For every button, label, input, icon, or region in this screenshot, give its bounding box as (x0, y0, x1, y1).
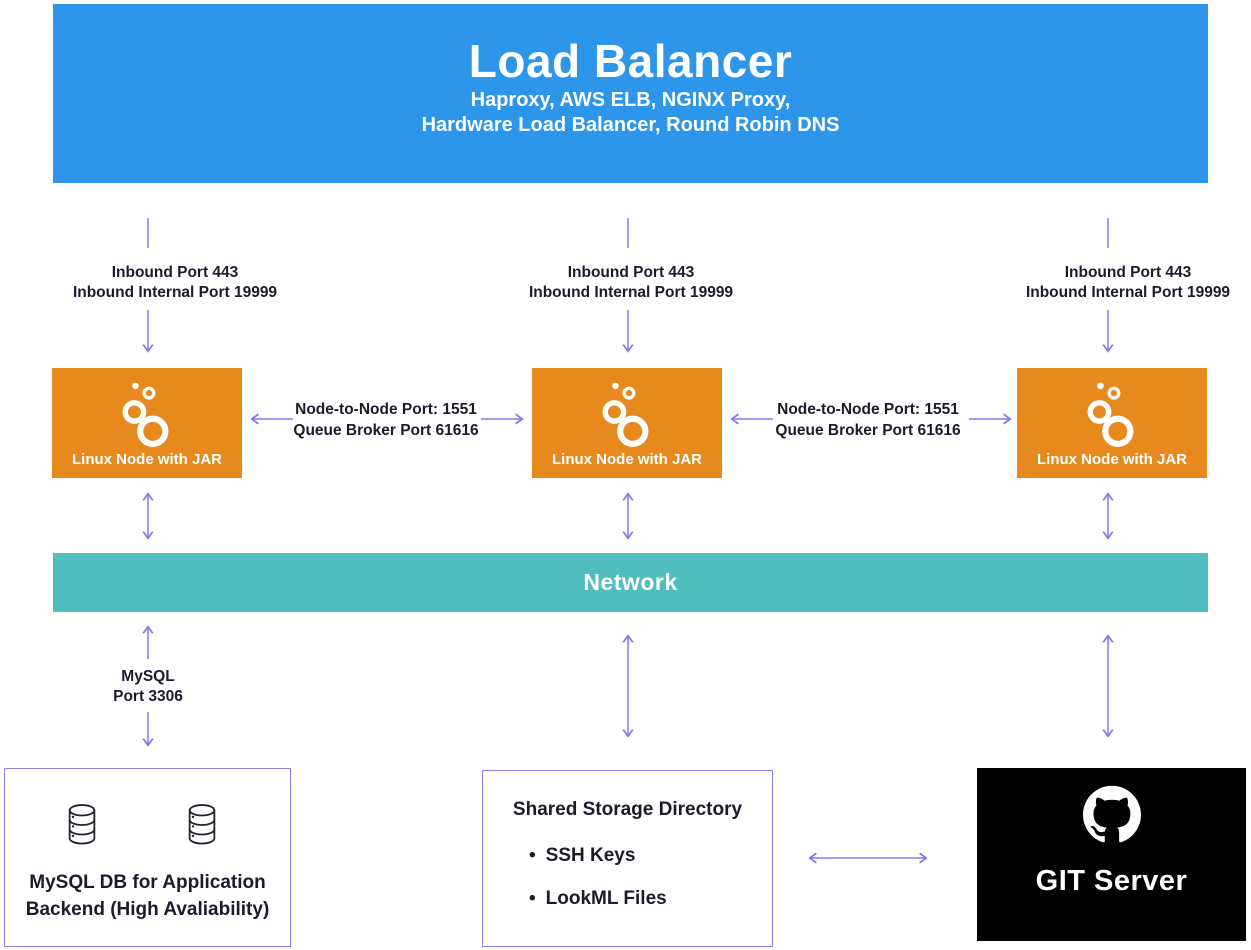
node-to-node-port: Node-to-Node Port: 1551 (777, 401, 959, 418)
looker-icon (1083, 375, 1141, 447)
mysql-port-number: Port 3306 (113, 688, 183, 705)
mysql-db-label-line1: MySQL DB for Application (29, 872, 266, 893)
mysql-db-box (4, 768, 291, 947)
shared-storage-item-lookml-files (529, 888, 667, 910)
database-icon (63, 803, 101, 847)
inbound-ports-label-2 (529, 263, 733, 303)
linux-node-label: Linux Node with JAR (72, 451, 222, 468)
load-balancer-subtitle-line2: Hardware Load Balancer, Round Robin DNS (421, 114, 840, 136)
node-link-label-2 (775, 399, 960, 441)
queue-broker-port: Queue Broker Port 61616 (293, 422, 479, 439)
node-link-label-1 (293, 399, 478, 441)
shared-storage-title: Shared Storage Directory (512, 799, 743, 820)
git-server-label: GIT Server (1035, 865, 1188, 897)
bullet-icon: • (529, 845, 536, 866)
inbound-port-443: Inbound Port 443 (567, 264, 695, 281)
linux-node-box-1 (52, 368, 242, 478)
bullet-icon: • (529, 888, 536, 909)
shared-storage-box (482, 770, 773, 947)
inbound-internal-port: Inbound Internal Port 19999 (1025, 284, 1231, 301)
inbound-internal-port: Inbound Internal Port 19999 (72, 284, 278, 301)
mysql-db-label (5, 869, 290, 923)
node-to-node-port: Node-to-Node Port: 1551 (295, 401, 477, 418)
linux-node-label: Linux Node with JAR (552, 451, 702, 468)
queue-broker-port: Queue Broker Port 61616 (775, 422, 961, 439)
linux-node-box-2 (532, 368, 722, 478)
network-bar (53, 553, 1208, 612)
mysql-label: MySQL (121, 668, 175, 685)
inbound-ports-label-1 (73, 263, 277, 303)
git-server-box (977, 768, 1246, 941)
network-label: Network (583, 569, 678, 595)
load-balancer-title: Load Balancer (468, 35, 793, 87)
github-icon (1083, 785, 1141, 843)
linux-node-label: Linux Node with JAR (1037, 451, 1187, 468)
database-icon (183, 803, 221, 847)
shared-storage-item-ssh-keys (529, 845, 635, 867)
mysql-db-label-line2: Backend (High Avaliability) (25, 899, 270, 920)
mysql-port-label (113, 667, 183, 707)
looker-icon (118, 375, 176, 447)
inbound-port-443: Inbound Port 443 (1064, 264, 1192, 281)
inbound-internal-port: Inbound Internal Port 19999 (528, 284, 734, 301)
looker-icon (598, 375, 656, 447)
load-balancer-subtitle-line1: Haproxy, AWS ELB, NGINX Proxy, (470, 89, 791, 111)
inbound-ports-label-3 (1026, 263, 1230, 303)
shared-storage-item-label: SSH Keys (545, 845, 636, 866)
load-balancer-box (53, 4, 1208, 183)
inbound-port-443: Inbound Port 443 (111, 264, 239, 281)
shared-storage-item-label: LookML Files (545, 888, 667, 909)
linux-node-box-3 (1017, 368, 1207, 478)
